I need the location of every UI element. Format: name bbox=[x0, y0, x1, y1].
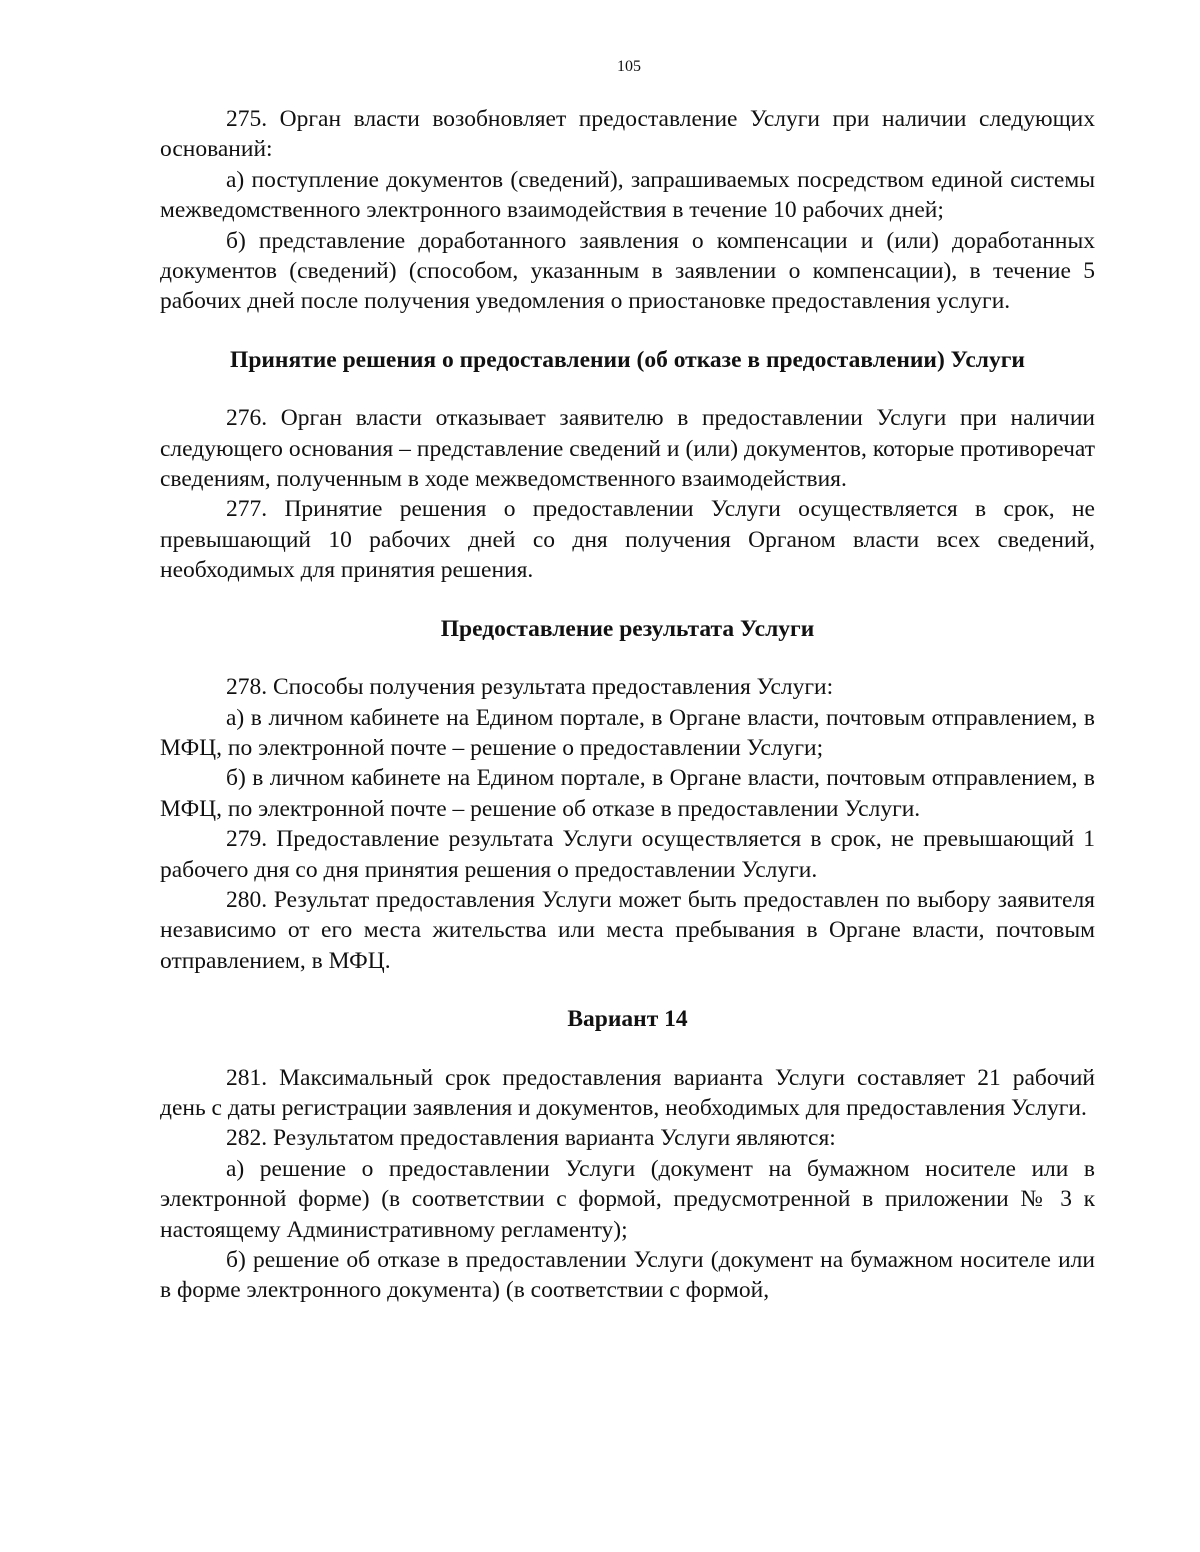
paragraph-277: 277. Принятие решения о предоставлении Услуги осуществляется в срок, не превышающий 10 рабочих дней со дня получения Органом власти всех сведений, необходимых для принятия решения. bbox=[160, 496, 1095, 584]
section-heading-decision: Принятие решения о предоставлении (об отказе в предоставлении) Услуги bbox=[230, 346, 1025, 373]
paragraph-281: 281. Максимальный срок предоставления варианта Услуги составляет 21 рабочий день с даты регистрации заявления и документов, необходимых для предоставления Услуги. bbox=[160, 1064, 1095, 1121]
paragraph-276: 276. Орган власти отказывает заявителю в предоставлении Услуги при наличии следующего основания – представление сведений и (или) документов, которые противоречат сведениям, полученным в ходе межведомственного взаимодействия. bbox=[160, 405, 1095, 493]
paragraph-275: 275. Орган власти возобновляет предоставление Услуги при наличии следующих оснований: bbox=[160, 106, 1095, 163]
page-number: 105 bbox=[617, 58, 641, 75]
section-heading-result: Предоставление результата Услуги bbox=[440, 615, 815, 642]
paragraph-282: 282. Результатом предоставления варианта Услуги являются: bbox=[226, 1125, 836, 1152]
paragraph-282-a: а) решение о предоставлении Услуги (документ на бумажном носителе или в электронной форме) (в соответствии с формой, предусмотренной в приложении № 3 к настоящему Административному регламенту); bbox=[160, 1155, 1095, 1243]
paragraph-278-b: б) в личном кабинете на Едином портале, в Органе власти, почтовым отправлением, в МФЦ, по электронной почте – решение об отказе в предоставлении Услуги. bbox=[160, 765, 1095, 822]
paragraph-279: 279. Предоставление результата Услуги осуществляется в срок, не превышающий 1 рабочего дня со дня принятия решения о предоставлении Услуги. bbox=[160, 826, 1095, 883]
paragraph-278-a: а) в личном кабинете на Едином портале, в Органе власти, почтовым отправлением, в МФЦ, по электронной почте – решение о предоставлении Услуги; bbox=[160, 704, 1095, 761]
paragraph-275-a: а) поступление документов (сведений), запрашиваемых посредством единой системы межведомственного электронного взаимодействия в течение 10 рабочих дней; bbox=[160, 166, 1095, 224]
paragraph-282-b: б) решение об отказе в предоставлении Услуги (документ на бумажном носителе или в форме электронного документа) (в соответствии с формой, bbox=[160, 1247, 1095, 1304]
paragraph-275-b: б) представление доработанного заявления о компенсации и (или) доработанных документов (сведений) (способом, указанным в заявлении о компенсации), в течение 5 рабочих дней после получения уведомления о приостановке предоставления услуги. bbox=[160, 227, 1095, 315]
paragraph-280: 280. Результат предоставления Услуги может быть предоставлен по выбору заявителя независимо от его места жительства или места пребывания в Органе власти, почтовым отправлением, в МФЦ. bbox=[160, 886, 1095, 974]
section-heading-variant-14: Вариант 14 bbox=[567, 1006, 688, 1033]
paragraph-278: 278. Способы получения результата предоставления Услуги: bbox=[226, 674, 834, 701]
page-content bbox=[160, 104, 1095, 1306]
